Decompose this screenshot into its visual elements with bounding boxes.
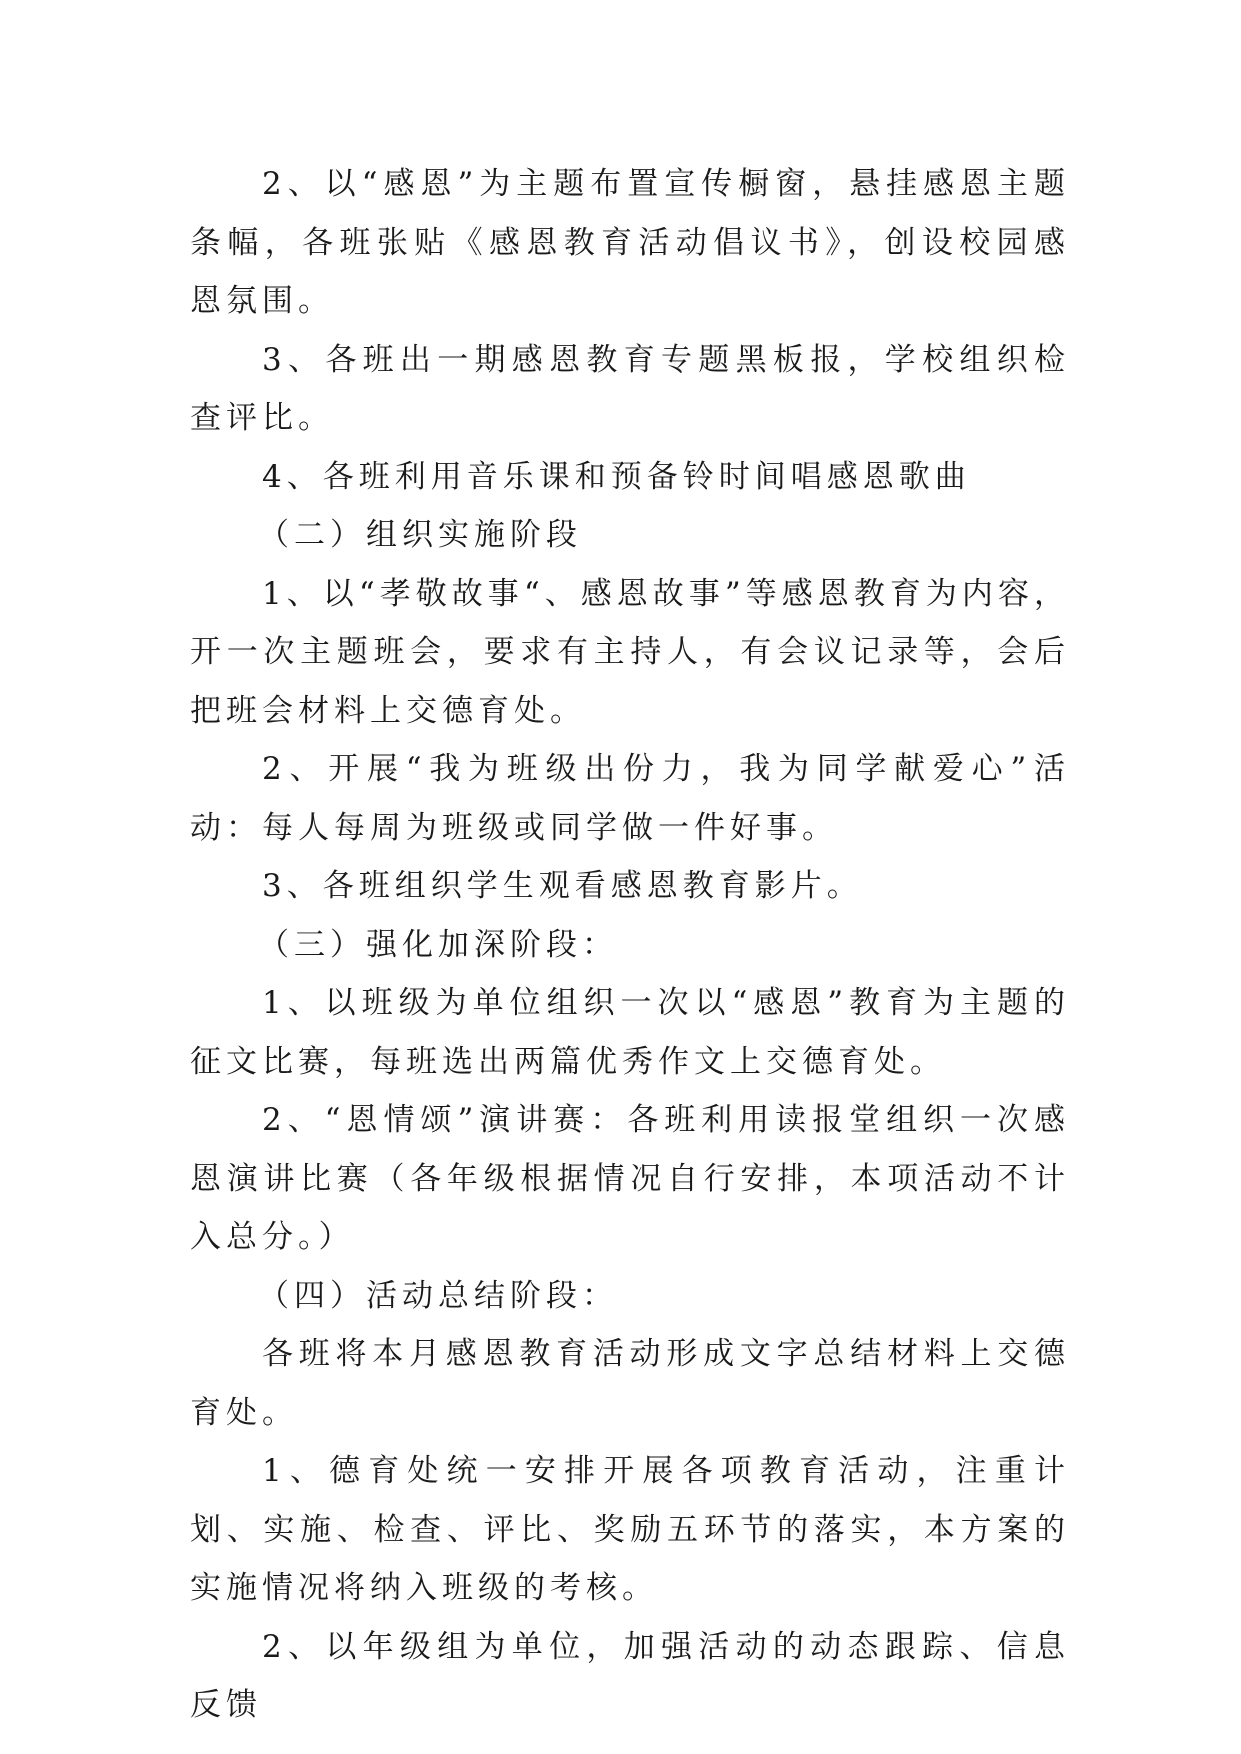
paragraph-speech-contest: 2、“恩情颂”演讲赛：各班利用读报堂组织一次感恩演讲比赛（各年级根据情况自行安排，本项活动不计入总分。） [190, 1102, 1070, 1255]
paragraph-films: 3、各班组织学生观看感恩教育影片。 [262, 868, 863, 904]
paragraph-unified-arrangement: 1、德育处统一安排开展各项教育活动，注重计划、实施、检查、评比、奖励五环节的落实，本方案的实施情况将纳入班级的考核。 [190, 1453, 1070, 1606]
document-body [190, 155, 1070, 1735]
paragraph-grade-tracking: 2、以年级组为单位，加强活动的动态跟踪、信息反馈 [190, 1628, 1070, 1723]
section-heading-deepening: （三）强化加深阶段： [258, 926, 618, 963]
paragraph-blackboard-report: 3、各班出一期感恩教育专题黑板报，学校组织检查评比。 [190, 341, 1070, 436]
paragraph-class-meeting: 1、以“孝敬故事“、感恩故事”等感恩教育为内容，开一次主题班会，要求有主持人，有会议记录等，会后把班会材料上交德育处。 [190, 575, 1070, 729]
paragraph-good-deeds: 2、开展“我为班级出份力，我为同学献爱心”活动：每人每周为班级或同学做一件好事。 [190, 751, 1070, 846]
paragraph-publicity-window: 2、以“感恩”为主题布置宣传橱窗，悬挂感恩主题条幅，各班张贴《感恩教育活动倡议书》，创设校园感恩氛围。 [190, 166, 1070, 319]
section-heading-summary: （四）活动总结阶段： [258, 1277, 618, 1314]
paragraph-summary-materials: 各班将本月感恩教育活动形成文字总结材料上交德育处。 [190, 1336, 1070, 1431]
paragraph-essay-contest: 1、以班级为单位组织一次以“感恩”教育为主题的征文比赛，每班选出两篇优秀作文上交德育处。 [190, 985, 1070, 1080]
paragraph-songs: 4、各班利用音乐课和预备铃时间唱感恩歌曲 [262, 458, 971, 495]
section-heading-implementation: （二）组织实施阶段 [258, 517, 582, 553]
